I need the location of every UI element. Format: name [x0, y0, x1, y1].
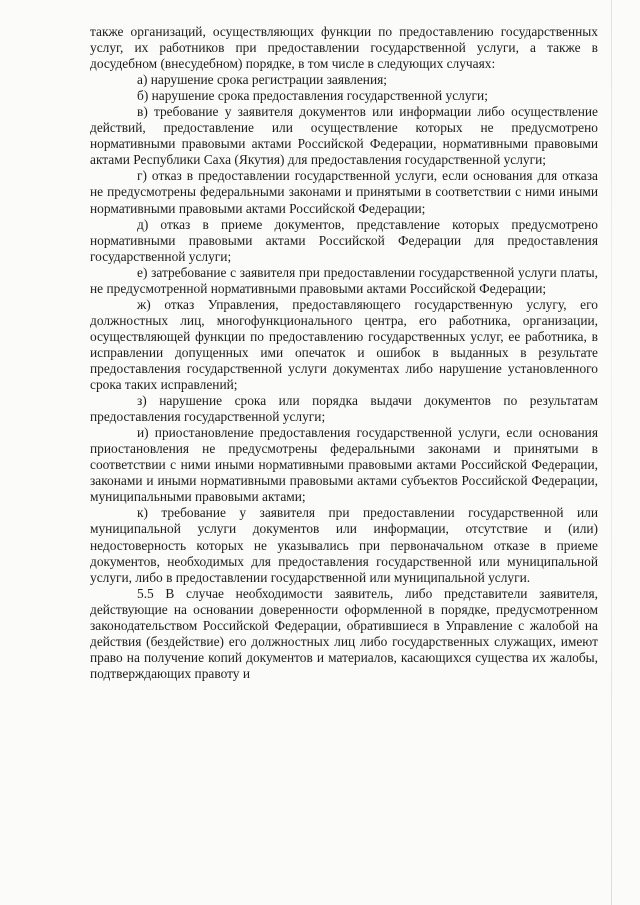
scan-edge-line [611, 0, 612, 905]
list-item-g: г) отказ в предоставлении государственной услуги, если основания для отказа не предусмотрены федеральными законами и принятыми в соответствии с ними иными нормативными правовыми актами Российской Федерации; [90, 168, 598, 216]
list-item-k: к) требование у заявителя при предоставлении государственной или муниципальной услуги документов или информации, отсутствие и (или) недостоверность которых не указывались при первоначальном отказе в приеме документов, необходимых для предоставления государственной или муниципальной услуги, либо в предоставлении государственной или муниципальной услуги. [90, 505, 598, 585]
list-item-a: а) нарушение срока регистрации заявления; [137, 72, 387, 88]
list-item-b: б) нарушение срока предоставления государственной услуги; [137, 88, 488, 104]
list-item-e: е) затребование с заявителя при предоставлении государственной услуги платы, не предусмотренной нормативными правовыми актами Российской Федерации; [90, 264, 598, 296]
list-item-z: з) нарушение срока или порядка выдачи документов по результатам предоставления государственной услуги; [90, 393, 598, 425]
list-item-d: д) отказ в приеме документов, представление которых предусмотрено нормативными правовыми актами Российской Федерации для предоставления государственной услуги; [90, 216, 598, 264]
list-item-zh: ж) отказ Управления, предоставляющего государственную услугу, его должностных лиц, многофункционального центра, его работника, организации, осуществляющей функции по предоставлению государственных услуг, ее работника, в исправлении допущенных ими опечаток и ошибок в выданных в результате предоставления государственной услуги документах либо нарушение установленного срока таких исправлений; [90, 296, 598, 393]
list-item-i: и) приостановление предоставления государственной услуги, если основания приостановления не предусмотрены федеральными законами и принятыми в соответствии с ними иными нормативными правовыми актами Российской Федерации, законами и иными нормативными правовыми актами субъектов Российской Федерации, муниципальными правовыми актами; [90, 425, 598, 505]
list-item-v: в) требование у заявителя документов или информации либо осуществление действий, предоставление или осуществление которых не предусмотрено нормативными правовыми актами Российской Федерации, нормативными правовыми актами Республики Саха (Якутия) для предоставления государственной услуги; [90, 104, 598, 168]
paragraph-intro: также организаций, осуществляющих функции по предоставлению государственных услуг, их работников при предоставлении государственной услуги, а также в досудебном (внесудебном) порядке, в том числе в следующих случаях: [90, 24, 598, 72]
document-body [90, 24, 598, 682]
section-5-5: 5.5 В случае необходимости заявитель, либо представители заявителя, действующие на основании доверенности оформленной в порядке, предусмотренном законодательством Российской Федерации, обратившиеся в Управление с жалобой на действия (бездействие) его должностных лиц либо государственных служащих, имеют право на получение копий документов и материалов, касающихся существа их жалобы, подтверждающих правоту и [90, 585, 598, 681]
